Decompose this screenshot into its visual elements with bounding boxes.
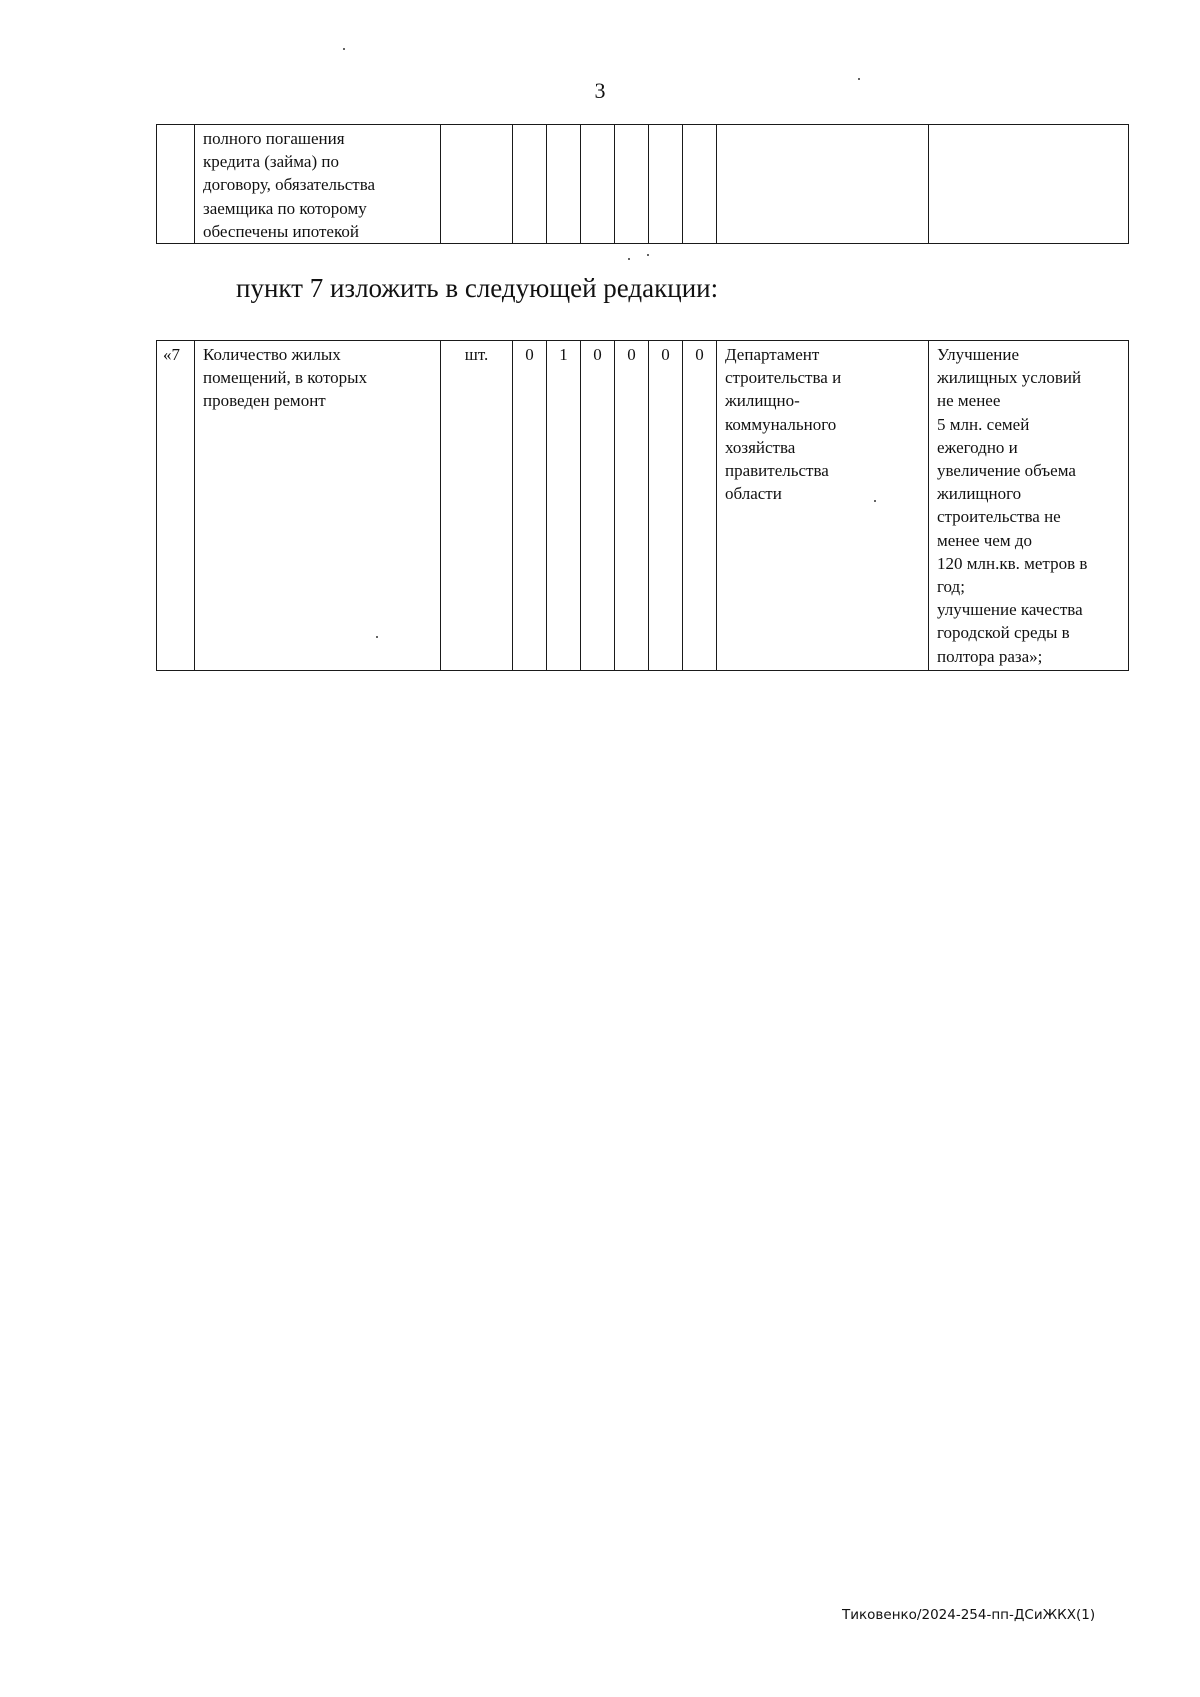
table-row bbox=[157, 341, 1129, 671]
unit-cell: шт. bbox=[441, 341, 513, 671]
value-cell: 0 bbox=[615, 341, 649, 671]
table-continuation bbox=[156, 124, 1129, 244]
scan-speck bbox=[647, 254, 649, 256]
table-amended-item bbox=[156, 340, 1129, 671]
amendment-heading: пункт 7 изложить в следующей редакции: bbox=[236, 273, 719, 303]
value-cell bbox=[513, 125, 547, 244]
scan-speck bbox=[376, 636, 378, 638]
value-cell bbox=[615, 125, 649, 244]
scan-speck bbox=[874, 500, 876, 502]
row-index-cell bbox=[157, 125, 195, 244]
row-index-cell: «7 bbox=[157, 341, 195, 671]
value-cell: 0 bbox=[649, 341, 683, 671]
indicator-description-cell: полного погашения кредита (займа) по договору, обязательства заемщика по которому обеспечены ипотекой bbox=[195, 125, 441, 244]
page-number: 3 bbox=[594, 78, 606, 103]
value-cell bbox=[547, 125, 581, 244]
result-cell bbox=[929, 125, 1129, 244]
scan-speck bbox=[343, 48, 345, 50]
value-cell: 0 bbox=[581, 341, 615, 671]
scan-speck bbox=[628, 258, 630, 260]
responsible-cell bbox=[717, 125, 929, 244]
result-cell: Улучшение жилищных условий не менее 5 млн. семей ежегодно и увеличение объема жилищного строительства не менее чем до 120 млн.кв. метров в год; улучшение качества городской среды в полтора раза»; bbox=[929, 341, 1129, 671]
value-cell: 0 bbox=[513, 341, 547, 671]
responsible-cell: Департамент строительства и жилищно- коммунального хозяйства правительства области bbox=[717, 341, 929, 671]
unit-cell bbox=[441, 125, 513, 244]
document-code: Тиковенко/2024-254-пп-ДСиЖКХ(1) bbox=[842, 1607, 1096, 1623]
value-cell bbox=[581, 125, 615, 244]
value-cell bbox=[649, 125, 683, 244]
scan-speck bbox=[858, 78, 860, 80]
value-cell: 0 bbox=[683, 341, 717, 671]
table-row bbox=[157, 125, 1129, 244]
value-cell: 1 bbox=[547, 341, 581, 671]
value-cell bbox=[683, 125, 717, 244]
indicator-description-cell: Количество жилых помещений, в которых проведен ремонт bbox=[195, 341, 441, 671]
